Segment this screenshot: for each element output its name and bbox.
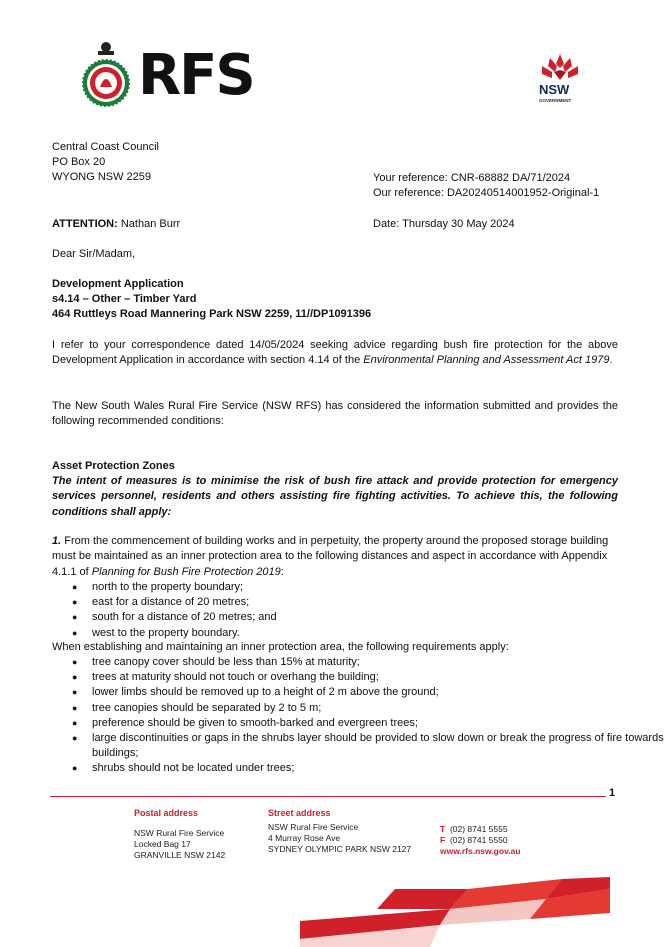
list-item: ● west to the property boundary. [52,626,668,641]
street-line: SYDNEY OLYMPIC PARK NSW 2127 [268,844,412,854]
list-item: ● tree canopies should be separated by 2 to 5 m; [52,701,668,716]
postal-address [134,808,225,861]
nsw-logo-text: NSW [539,82,570,97]
our-reference: Our reference: DA20240514001952-Original-1 [373,187,600,199]
recipient-line: WYONG NSW 2259 [52,171,152,183]
subject-line: Development Application [52,278,184,290]
list-item: ● lower limbs should be removed up to a height of 2 m above the ground; [52,685,668,700]
fax-number: (02) 8741 5550 [449,835,508,845]
condition-number: 1. [52,535,62,547]
intro-text: I refer to your correspondence dated 14/05/2024 seeking advice regarding bush fire protection for the above Development Application in accordance with section 4.14 of the [52,339,618,367]
apz-intent-text: The intent of measures is to minimise the risk of bush fire attack and provide protection for emergency services personnel, residents and others assisting fire fighting activities. To achieve this, the following conditions shall apply: [52,475,618,518]
apz-intent [52,474,618,520]
list-item: ● trees at maturity should not touch or overhang the building; [52,670,668,685]
street-heading: Street address [268,808,331,818]
footer-stripes-graphic [300,877,610,947]
postal-line: Locked Bag 17 [134,839,191,849]
recipient-address [52,140,159,185]
list-item: ● tree canopy cover should be less than 15% at maturity; [52,655,668,670]
attention-label: ATTENTION: [52,218,118,230]
recipient-line: PO Box 20 [52,156,106,168]
apz-heading: Asset Protection Zones [52,460,175,472]
contact-details [440,824,520,857]
recipient-line: Central Coast Council [52,141,159,153]
your-reference: Your reference: CNR-68882 DA/71/2024 [373,172,571,184]
postal-line: GRANVILLE NSW 2142 [134,850,226,860]
postal-heading: Postal address [134,808,199,818]
planning-doc-title: Planning for Bush Fire Protection 2019 [91,565,281,578]
footer-divider [50,796,606,797]
street-line: NSW Rural Fire Service [268,822,359,832]
intro-paragraph [52,338,618,369]
rfs-badge-icon [82,41,130,111]
postal-line: NSW Rural Fire Service [134,828,225,838]
requirements-list [52,655,668,777]
letter-date: Date: Thursday 30 May 2024 [373,218,515,230]
recommendation-paragraph: The New South Wales Rural Fire Service (NSW RFS) has considered the information submitted and provides the following recommended conditions: [52,400,618,428]
condition-1 [52,534,618,580]
list-item: ● shrubs should not be located under trees; [52,761,668,776]
requirements-lead: When establishing and maintaining an inner protection area, the following requirements apply: [52,641,509,653]
rfs-logo [82,41,257,111]
fax-label: F [440,835,446,845]
aspect-list [52,580,668,641]
subject-block [52,277,371,322]
nsw-government-logo [536,54,584,110]
website-link[interactable]: www.rfs.nsw.gov.au [440,846,521,856]
salutation: Dear Sir/Madam, [52,248,136,260]
attention-line [52,217,180,232]
subject-line: 464 Ruttleys Road Mannering Park NSW 2259, 11//DP1091396 [52,308,372,320]
subject-line: s4.14 – Other – Timber Yard [52,293,197,305]
condition-text: From the commencement of building works and in perpetuity, the property around the proposed storage building must be maintained as an inner protection area to the following distances and aspect in accordance with Appendix 4.1.1 of [52,535,609,578]
list-item: ● east for a distance of 20 metres; [52,595,668,610]
attention-name: Nathan Burr [117,218,181,230]
list-item: ● north to the property boundary; [52,580,668,595]
street-address [268,808,411,855]
intro-end: . [609,354,613,367]
page-number: 1 [609,787,616,799]
condition-end: : [280,565,284,578]
street-line: 4 Murray Rose Ave [268,833,341,843]
phone-label: T [440,824,446,834]
rfs-logo-text: RFS [138,43,254,108]
list-item: ● preference should be given to smooth-barked and evergreen trees; [52,716,668,731]
nsw-logo-subtext: GOVERNMENT [539,98,572,103]
waratah-flower-icon [540,54,580,82]
act-title: Environmental Planning and Assessment Act 1979 [363,354,610,367]
list-item: ● south for a distance of 20 metres; and [52,610,668,625]
list-item: ● large discontinuities or gaps in the shrubs layer should be provided to slow down or break the progress of fire towards buildings; [52,731,668,761]
reference-block [373,171,599,201]
phone-number[interactable]: (02) 8741 5555 [449,824,508,834]
